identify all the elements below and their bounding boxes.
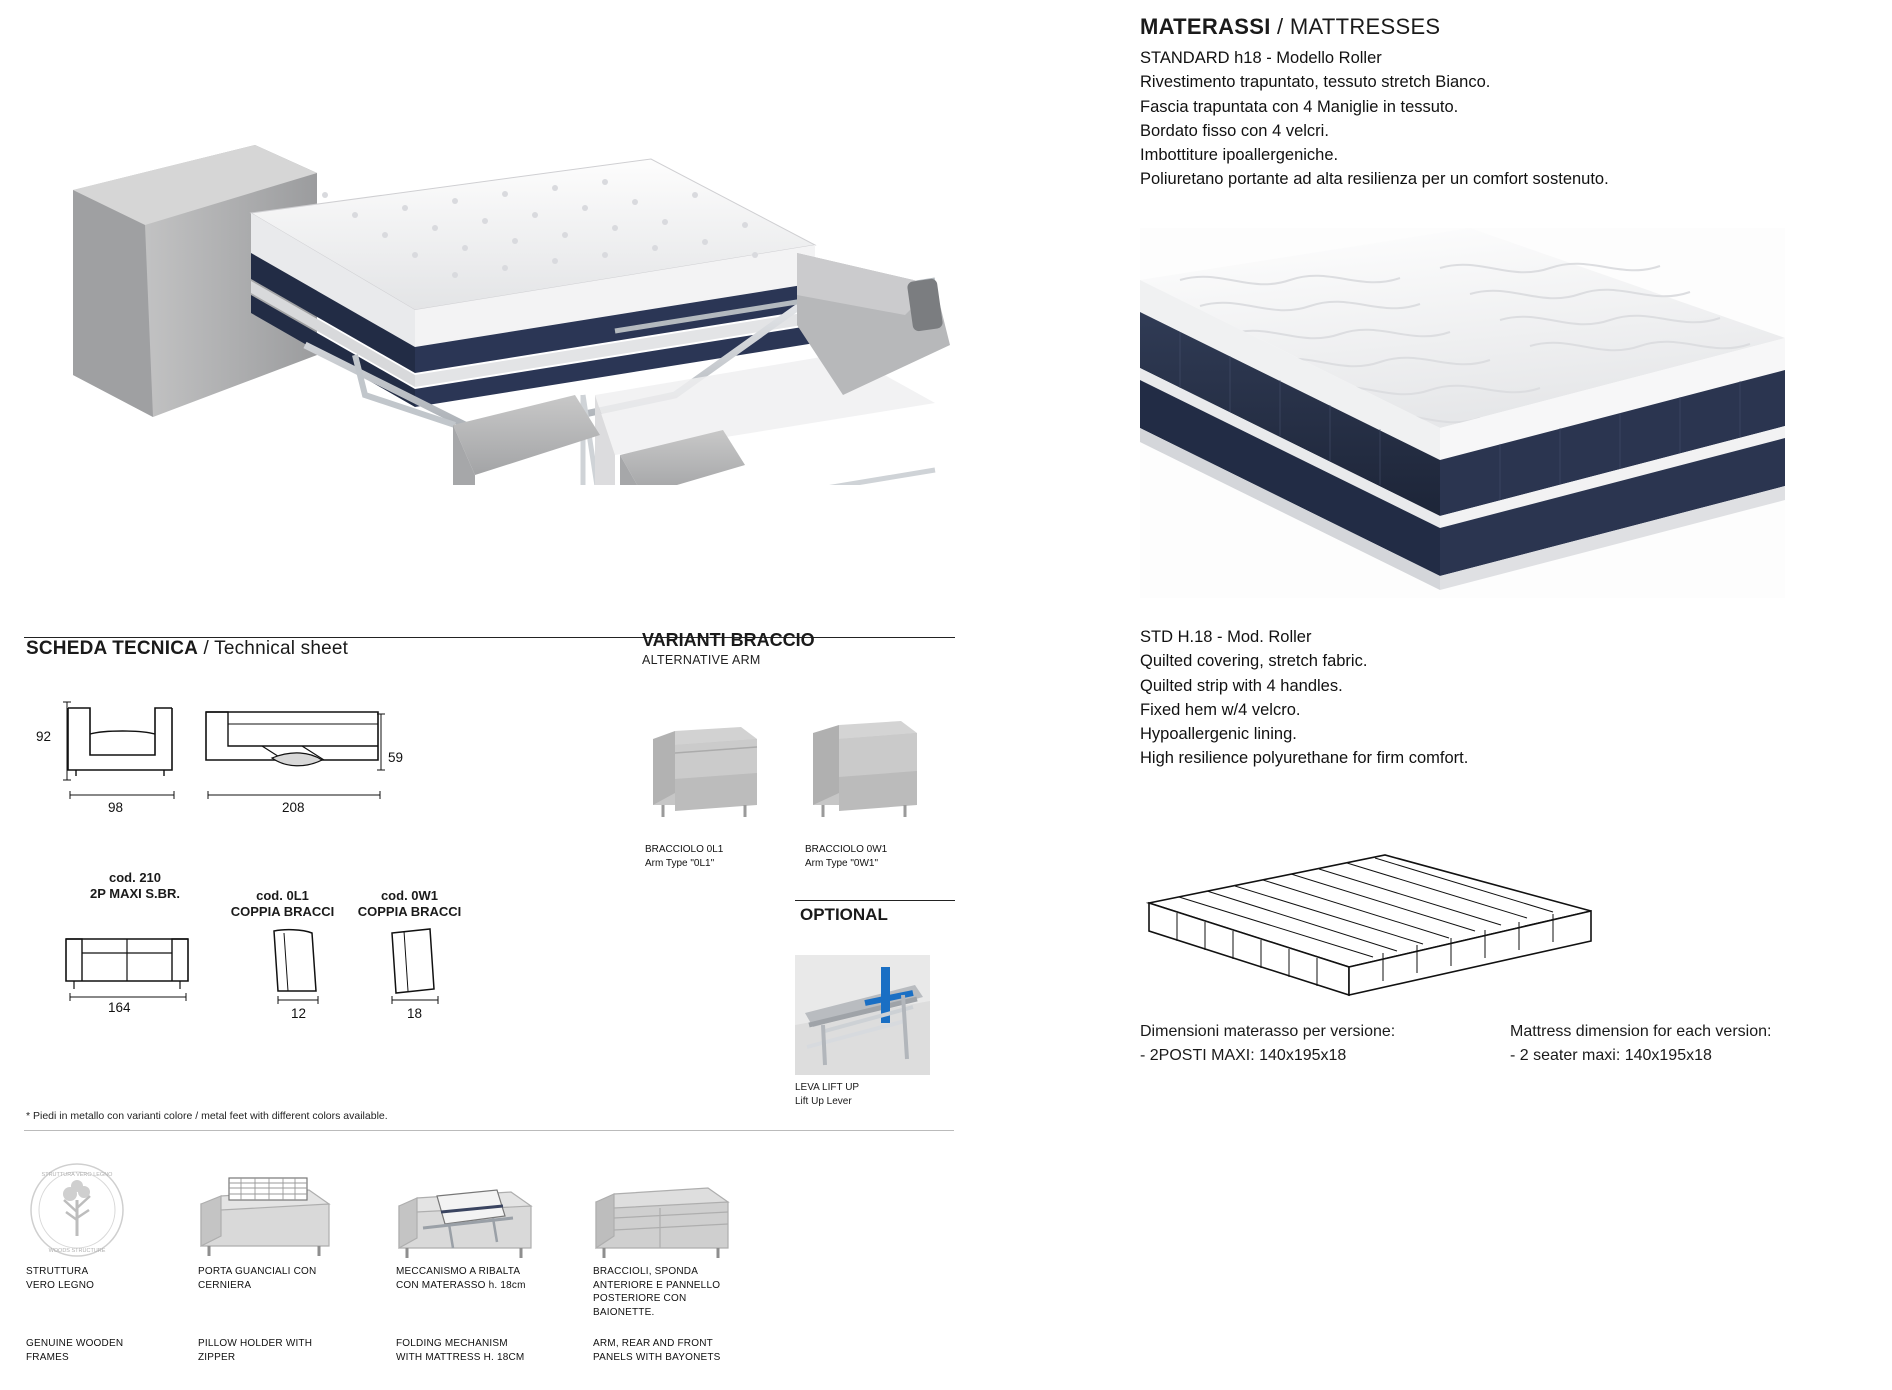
mattress-it-line-1: Rivestimento trapuntato, tessuto stretch Bianco. xyxy=(1140,73,1491,92)
dimension-depth-208: 208 xyxy=(282,800,305,815)
arm-variant-0w1-photo xyxy=(805,693,925,828)
feature-2-it-line1: MECCANISMO A RIBALTA xyxy=(396,1266,521,1277)
metal-feet-footnote: * Piedi in metallo con varianti colore / metal feet with different colors available. xyxy=(26,1110,388,1122)
mattress-dimensions-italian xyxy=(1140,1020,1395,1068)
arm-0l1-profile-drawing xyxy=(258,925,328,1000)
feature-1-it-line1: PORTA GUANCIALI CON xyxy=(198,1266,317,1277)
mattresses-title xyxy=(1140,14,1440,40)
front-view-drawing xyxy=(62,925,192,995)
mattress-it-line-2: Fascia trapuntata con 4 Maniglie in tessuto. xyxy=(1140,97,1459,116)
arm-code-0w1 xyxy=(332,888,487,921)
mattress-description-italian xyxy=(1140,46,1609,192)
feature-arm-panels-icon xyxy=(590,1172,735,1267)
feature-0-en-line2: FRAMES xyxy=(26,1351,69,1363)
feature-3-it-line2: ANTERIORE E PANNELLO xyxy=(593,1279,721,1291)
mattresses-title-it: MATERASSI xyxy=(1140,14,1271,39)
feature-0-it-line2: VERO LEGNO xyxy=(26,1279,95,1291)
arm-variant-0w1-code-en: Arm Type "0W1" xyxy=(805,857,879,869)
mattress-en-line-1: Quilted covering, stretch fabric. xyxy=(1140,652,1368,671)
feature-wooden-frame-icon xyxy=(22,1160,132,1265)
mattress-dim-en-line-0: Mattress dimension for each version: xyxy=(1510,1023,1772,1040)
features-separator-rule xyxy=(24,1130,954,1131)
model-code-210 xyxy=(60,870,210,903)
arm-variant-0l1-code-en: Arm Type "0L1" xyxy=(645,857,715,869)
feature-0-en-line1: GENUINE WOODEN xyxy=(26,1338,124,1349)
feature-3-it-line3: POSTERIORE CON xyxy=(593,1293,687,1304)
optional-caption xyxy=(795,1081,859,1108)
arm-0w1-dimension-line xyxy=(390,995,440,1005)
mattress-line-drawing xyxy=(1135,845,1605,1005)
arm-code-0l1-line1: cod. 0L1 xyxy=(256,888,309,903)
open-side-view-drawing xyxy=(202,702,382,782)
mattresses-title-en: MATTRESSES xyxy=(1289,14,1441,39)
optional-rule xyxy=(795,900,955,901)
model-code-210-line1: cod. 210 xyxy=(108,870,162,885)
arm-code-0w1-line1: cod. 0W1 xyxy=(380,888,439,903)
svg-text:STRUTTURA VERO LEGNO: STRUTTURA VERO LEGNO xyxy=(41,1172,113,1178)
mattress-en-line-2: Quilted strip with 4 handles. xyxy=(1140,676,1343,695)
optional-caption-en: Lift Up Lever xyxy=(795,1095,852,1107)
mattress-dimensions-english xyxy=(1510,1020,1771,1068)
feature-1-it-line2: CERNIERA xyxy=(198,1279,252,1291)
mattress-description-english xyxy=(1140,625,1468,771)
depth-dimension-line xyxy=(206,790,382,800)
mattress-dim-it-line-0: Dimensioni materasso per versione: xyxy=(1140,1023,1396,1040)
open-height-dimension-line xyxy=(376,712,386,772)
height-dimension-line xyxy=(62,700,72,782)
mattress-it-line-5: Poliuretano portante ad alta resilienza per un comfort sostenuto. xyxy=(1140,170,1609,189)
technical-sheet-title-it: SCHEDA TECNICA xyxy=(26,638,199,659)
arm-code-0w1-line2: COPPIA BRACCI xyxy=(357,904,462,920)
mattress-photo xyxy=(1140,228,1785,598)
feature-wooden-frame-caption-it xyxy=(26,1265,171,1292)
mattress-dim-en-line-1: - 2 seater maxi: 140x195x18 xyxy=(1510,1047,1712,1064)
dimension-total-width-164: 164 xyxy=(108,1000,131,1015)
feature-3-en-line2: PANELS WITH BAYONETS xyxy=(593,1351,721,1363)
dimension-height-92: 92 xyxy=(36,729,52,744)
arm-code-0l1-line2: COPPIA BRACCI xyxy=(230,904,335,920)
dimension-arm-0w1-18: 18 xyxy=(407,1006,423,1021)
mattress-en-line-3: Fixed hem w/4 velcro. xyxy=(1140,700,1301,719)
feature-3-it-line4: BAIONETTE. xyxy=(593,1306,655,1318)
mattress-it-line-4: Imbottiture ipoallergeniche. xyxy=(1140,146,1339,164)
feature-2-it-line2: CON MATERASSO h. 18cm xyxy=(396,1279,526,1291)
mattress-it-line-0: STANDARD h18 - Modello Roller xyxy=(1140,49,1382,67)
feature-2-en-line1: FOLDING MECHANISM xyxy=(396,1338,508,1349)
feature-arm-panels-caption-en xyxy=(593,1337,753,1364)
mattress-dim-it-line-1: - 2POSTI MAXI: 140x195x18 xyxy=(1140,1047,1347,1064)
width-dimension-line xyxy=(68,790,176,800)
technical-sheet-title xyxy=(26,638,348,660)
mattresses-title-sep: / xyxy=(1270,14,1290,39)
feature-wooden-frame-caption-en xyxy=(26,1337,171,1364)
arm-variant-0l1-code-it: BRACCIOLO 0L1 xyxy=(645,844,724,855)
feature-2-en-line2: WITH MATTRESS H. 18CM xyxy=(396,1351,525,1363)
variants-subtitle: ALTERNATIVE ARM xyxy=(642,653,761,667)
variants-title: VARIANTI BRACCIO xyxy=(642,630,815,650)
mattress-en-line-5: High resilience polyurethane for firm comfort. xyxy=(1140,749,1469,768)
arm-variant-0l1-caption xyxy=(645,843,723,870)
feature-3-it-line1: BRACCIOLI, SPONDA xyxy=(593,1266,699,1277)
dimension-width-98: 98 xyxy=(108,800,124,815)
feature-folding-mechanism-caption-en xyxy=(396,1337,581,1364)
model-code-210-line2: 2P MAXI S.BR. xyxy=(89,886,181,902)
mattress-en-line-0: STD H.18 - Mod. Roller xyxy=(1140,628,1312,646)
technical-sheet-title-sep: / xyxy=(198,638,215,659)
feature-folding-mechanism-icon xyxy=(393,1172,538,1267)
mattress-en-line-4: Hypoallergenic lining. xyxy=(1140,725,1297,743)
dimension-height-open-59: 59 xyxy=(388,750,404,765)
svg-text:WOODS STRUCTURE: WOODS STRUCTURE xyxy=(48,1248,106,1254)
optional-caption-it: LEVA LIFT UP xyxy=(795,1082,860,1093)
feature-pillow-holder-caption-it xyxy=(198,1265,373,1292)
feature-arm-panels-caption-it xyxy=(593,1265,743,1319)
feature-folding-mechanism-caption-it xyxy=(396,1265,581,1292)
arm-0w1-profile-drawing xyxy=(378,925,448,1000)
optional-lift-lever-photo xyxy=(795,955,930,1075)
arm-0l1-dimension-line xyxy=(276,995,320,1005)
feature-0-it-line1: STRUTTURA xyxy=(26,1266,89,1277)
feature-3-en-line1: ARM, REAR AND FRONT xyxy=(593,1338,713,1349)
arm-variant-0w1-code-it: BRACCIOLO 0W1 xyxy=(805,844,888,855)
feature-1-en-line1: PILLOW HOLDER WITH xyxy=(198,1338,313,1349)
optional-title: OPTIONAL xyxy=(800,905,888,924)
feature-1-en-line2: ZIPPER xyxy=(198,1351,236,1363)
sofa-bed-open-photo xyxy=(55,95,955,485)
arm-variant-0l1-photo xyxy=(645,693,765,828)
dimension-arm-0l1-12: 12 xyxy=(291,1006,307,1021)
mattress-it-line-3: Bordato fisso con 4 velcri. xyxy=(1140,121,1329,140)
arm-variant-0w1-caption xyxy=(805,843,887,870)
feature-pillow-holder-icon xyxy=(195,1170,335,1265)
technical-sheet-title-en: Technical sheet xyxy=(214,638,349,659)
side-view-drawing xyxy=(60,700,180,780)
total-width-dimension-line xyxy=(68,992,188,1002)
feature-pillow-holder-caption-en xyxy=(198,1337,373,1364)
